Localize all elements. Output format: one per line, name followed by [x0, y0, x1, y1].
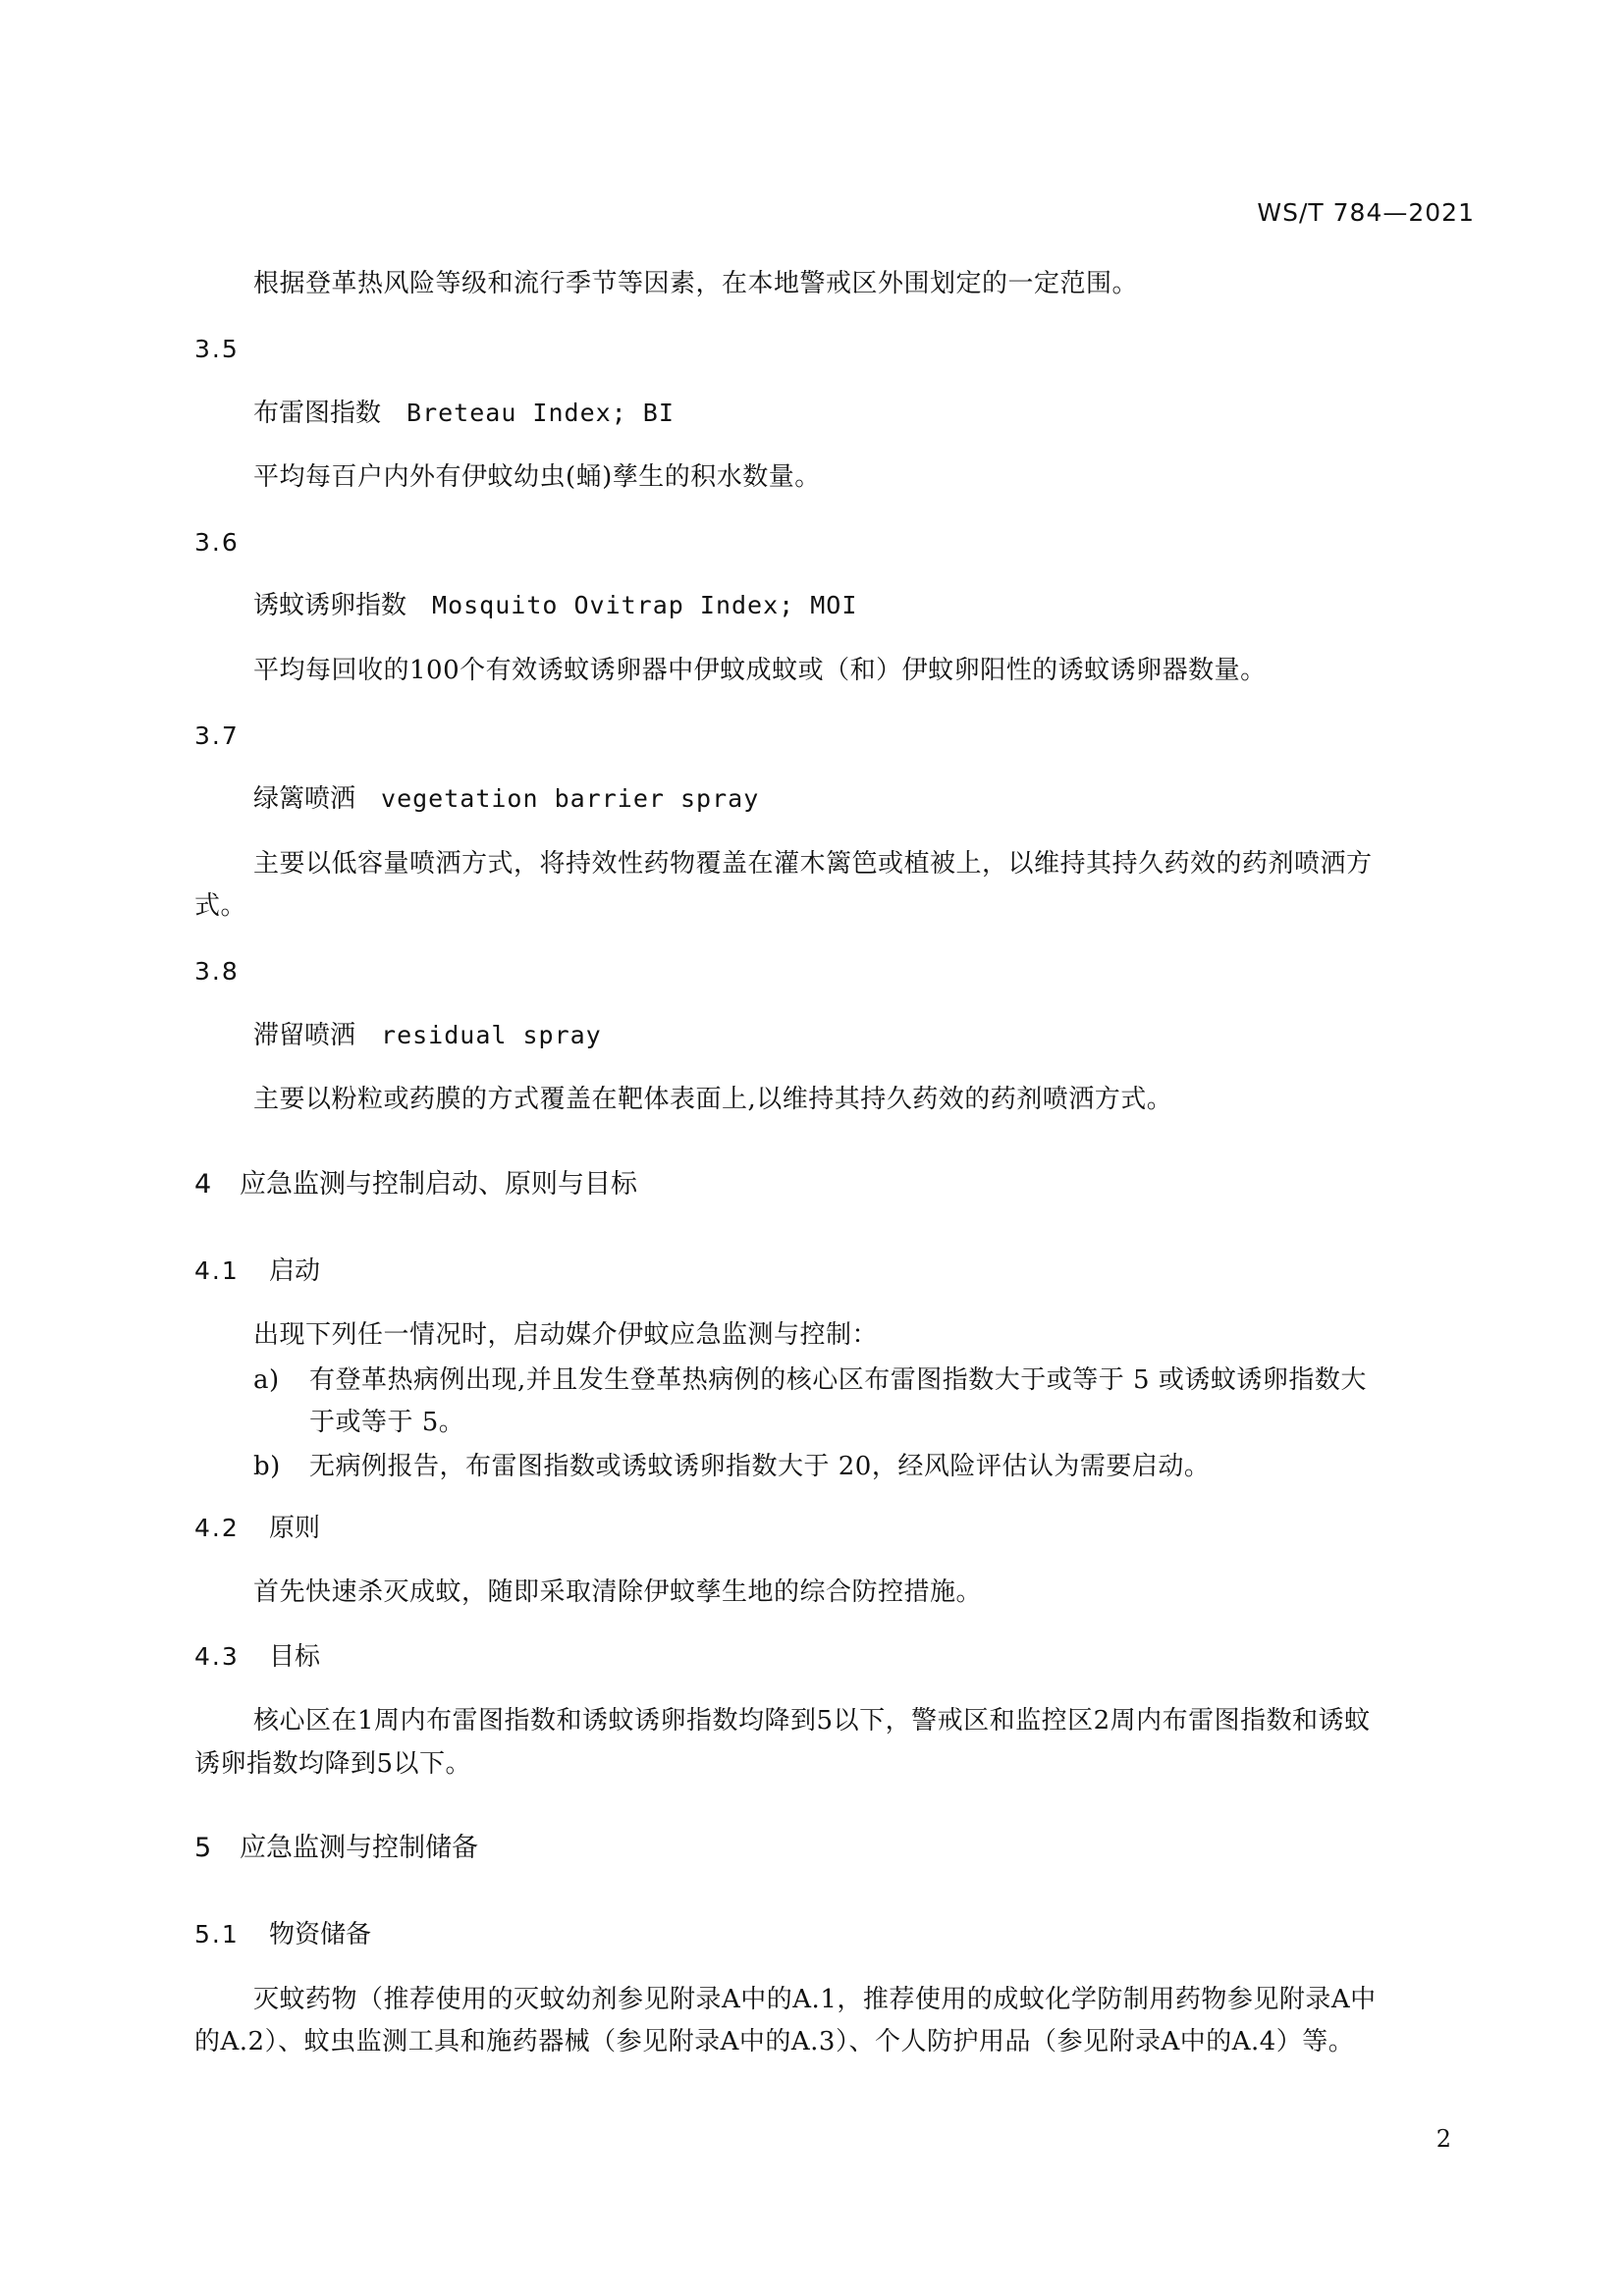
clause-number: 3.5 — [194, 335, 240, 363]
paragraph: 出现下列任一情况时，启动媒介伊蚊应急监测与控制： — [253, 1320, 879, 1350]
term-heading — [253, 589, 857, 622]
paragraph-cont: 的A.2）、蚊虫监测工具和施药器械（参见附录A中的A.3）、个人防护用品（参见附录A中的A.4）等。 — [194, 2027, 1355, 2056]
chapter-number: 5 — [194, 1833, 212, 1863]
section-title: 启动 — [269, 1256, 321, 1286]
section-heading — [194, 1255, 320, 1288]
section-title: 物资储备 — [269, 1920, 372, 1949]
term-en: vegetation barrier spray — [381, 784, 760, 813]
section-number: 5.1 — [194, 1920, 240, 1949]
section-number: 4.2 — [194, 1514, 240, 1542]
list-item: 无病例报告，布雷图指数或诱蚊诱卵指数大于 20，经风险评估认为需要启动。 — [309, 1452, 1211, 1481]
section-heading — [194, 1640, 320, 1674]
paragraph: 根据登革热风险等级和流行季节等因素，在本地警戒区外围划定的一定范围。 — [253, 269, 1139, 298]
clause-number: 3.8 — [194, 957, 240, 986]
term-definition: 平均每回收的100个有效诱蚊诱卵器中伊蚊成蚊或（和）伊蚊卵阳性的诱蚊诱卵器数量。 — [253, 656, 1267, 685]
term-zh: 布雷图指数 — [253, 399, 382, 428]
section-title: 目标 — [269, 1642, 321, 1672]
clause-number: 3.6 — [194, 528, 240, 557]
chapter-heading — [194, 1168, 637, 1201]
list-item-label: a) — [253, 1365, 280, 1395]
section-number: 4.3 — [194, 1642, 240, 1671]
chapter-title: 应急监测与控制储备 — [240, 1833, 478, 1863]
list-item-label: b) — [253, 1452, 281, 1481]
section-number: 4.1 — [194, 1256, 240, 1285]
chapter-heading — [194, 1832, 478, 1865]
page-number: 2 — [1435, 2125, 1451, 2153]
standard-number: WS/T 784—2021 — [1257, 198, 1475, 227]
term-heading — [253, 782, 759, 816]
term-definition: 主要以粉粒或药膜的方式覆盖在靶体表面上,以维持其持久药效的药剂喷洒方式。 — [253, 1085, 1173, 1114]
section-heading — [194, 1512, 320, 1545]
section-title: 原则 — [269, 1514, 321, 1543]
term-en: Mosquito Ovitrap Index; MOI — [432, 591, 858, 619]
term-en: residual spray — [381, 1021, 602, 1049]
paragraph: 核心区在1周内布雷图指数和诱蚊诱卵指数均降到5以下，警戒区和监控区2周内布雷图指数和诱蚊 — [253, 1706, 1371, 1735]
clause-number: 3.7 — [194, 721, 240, 750]
paragraph: 首先快速杀灭成蚊，随即采取清除伊蚊孳生地的综合防控措施。 — [253, 1577, 983, 1607]
term-zh: 滞留喷洒 — [253, 1021, 356, 1050]
list-item: 有登革热病例出现,并且发生登革热病例的核心区布雷图指数大于或等于 5 或诱蚊诱卵指数大 — [309, 1365, 1367, 1395]
term-definition: 主要以低容量喷洒方式，将持效性药物覆盖在灌木篱笆或植被上，以维持其持久药效的药剂喷洒方 — [253, 849, 1373, 879]
chapter-number: 4 — [194, 1169, 212, 1200]
term-heading — [253, 397, 675, 430]
chapter-title: 应急监测与控制启动、原则与目标 — [240, 1169, 637, 1200]
term-zh: 绿篱喷洒 — [253, 784, 356, 814]
list-item-cont: 于或等于 5。 — [309, 1408, 465, 1437]
term-heading — [253, 1019, 602, 1052]
term-definition: 平均每百户内外有伊蚊幼虫(蛹)孳生的积水数量。 — [253, 462, 821, 492]
paragraph-cont: 诱卵指数均降到5以下。 — [194, 1749, 472, 1779]
term-en: Breteau Index; BI — [406, 399, 675, 427]
term-definition-cont: 式。 — [194, 891, 247, 921]
paragraph: 灭蚊药物（推荐使用的灭蚊幼剂参见附录A中的A.1，推荐使用的成蚊化学防制用药物参见附录A中 — [253, 1985, 1377, 2014]
term-zh: 诱蚊诱卵指数 — [253, 591, 407, 620]
section-heading — [194, 1918, 371, 1951]
